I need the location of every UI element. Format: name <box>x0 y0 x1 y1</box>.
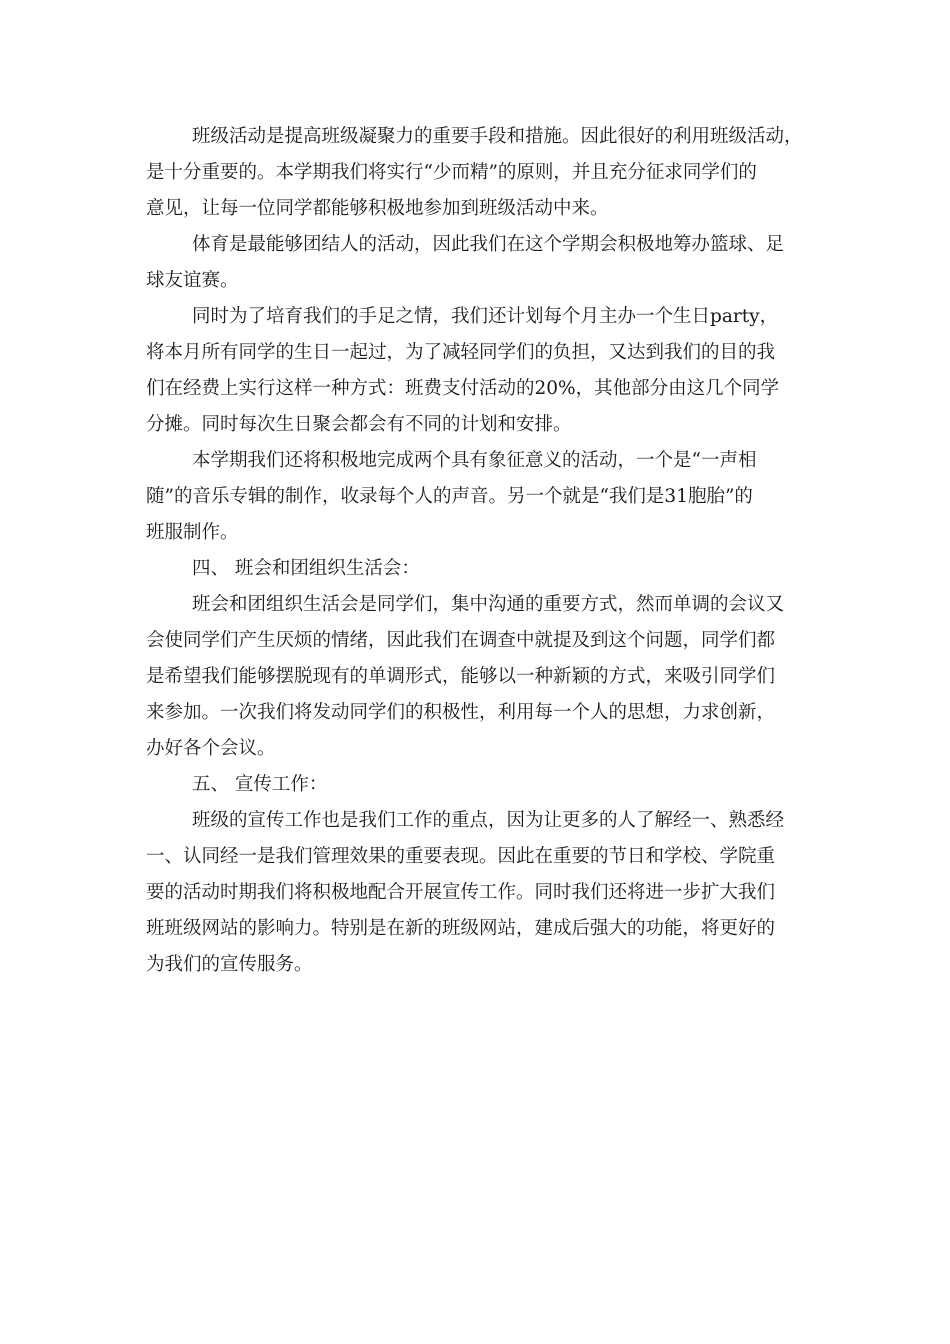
text-line: 为我们的宣传服务。 <box>146 954 313 975</box>
text-line: 是希望我们能够摆脱现有的单调形式，能够以一种新颖的方式，来吸引同学们 <box>146 666 776 687</box>
text-line: 体育是最能够团结人的活动，因此我们在这个学期会积极地筹办篮球、足 <box>192 234 785 255</box>
text-line: 球友谊赛。 <box>146 270 239 291</box>
text-line: 来参加。一次我们将发动同学们的积极性，利用每一个人的思想，力求创新， <box>146 702 776 723</box>
section-heading: 四、 班会和团组织生活会： <box>192 558 420 579</box>
document-body <box>146 119 810 983</box>
text-line: 随”的音乐专辑的制作，收录每个人的声音。另一个就是“我们是31胞胎”的 <box>146 486 753 507</box>
section-heading: 五、 宣传工作： <box>192 774 328 795</box>
text-line: 意见，让每一位同学都能够积极地参加到班级活动中来。 <box>146 198 609 219</box>
text-line: 将本月所有同学的生日一起过，为了减轻同学们的负担，又达到我们的目的我 <box>146 342 776 363</box>
text-line: 班班级网站的影响力。特别是在新的班级网站，建成后强大的功能，将更好的 <box>146 918 776 939</box>
text-line: 一、认同经一是我们管理效果的重要表现。因此在重要的节日和学校、学院重 <box>146 846 776 867</box>
text-line: 分摊。同时每次生日聚会都会有不同的计划和安排。 <box>146 414 572 435</box>
text-line: 是十分重要的。本学期我们将实行“少而精”的原则，并且充分征求同学们的 <box>146 162 757 183</box>
text-line: 同时为了培育我们的手足之情，我们还计划每个月主办一个生日party， <box>192 306 779 327</box>
text-line: 班级的宣传工作也是我们工作的重点，因为让更多的人了解经一、熟悉经 <box>192 810 785 831</box>
text-line: 要的活动时期我们将积极地配合开展宣传工作。同时我们还将进一步扩大我们 <box>146 882 776 903</box>
text-line: 们在经费上实行这样一种方式：班费支付活动的20%，其他部分由这几个同学 <box>146 378 780 399</box>
text-line: 会使同学们产生厌烦的情绪，因此我们在调查中就提及到这个问题，同学们都 <box>146 630 776 651</box>
text-line: 办好各个会议。 <box>146 738 276 759</box>
text-line: 班服制作。 <box>146 522 239 543</box>
text-line: 本学期我们还将积极地完成两个具有象征意义的活动，一个是“一声相 <box>192 450 757 471</box>
text-line: 班级活动是提高班级凝聚力的重要手段和措施。因此很好的利用班级活动， <box>192 126 803 147</box>
text-line: 班会和团组织生活会是同学们，集中沟通的重要方式，然而单调的会议又 <box>192 594 785 615</box>
